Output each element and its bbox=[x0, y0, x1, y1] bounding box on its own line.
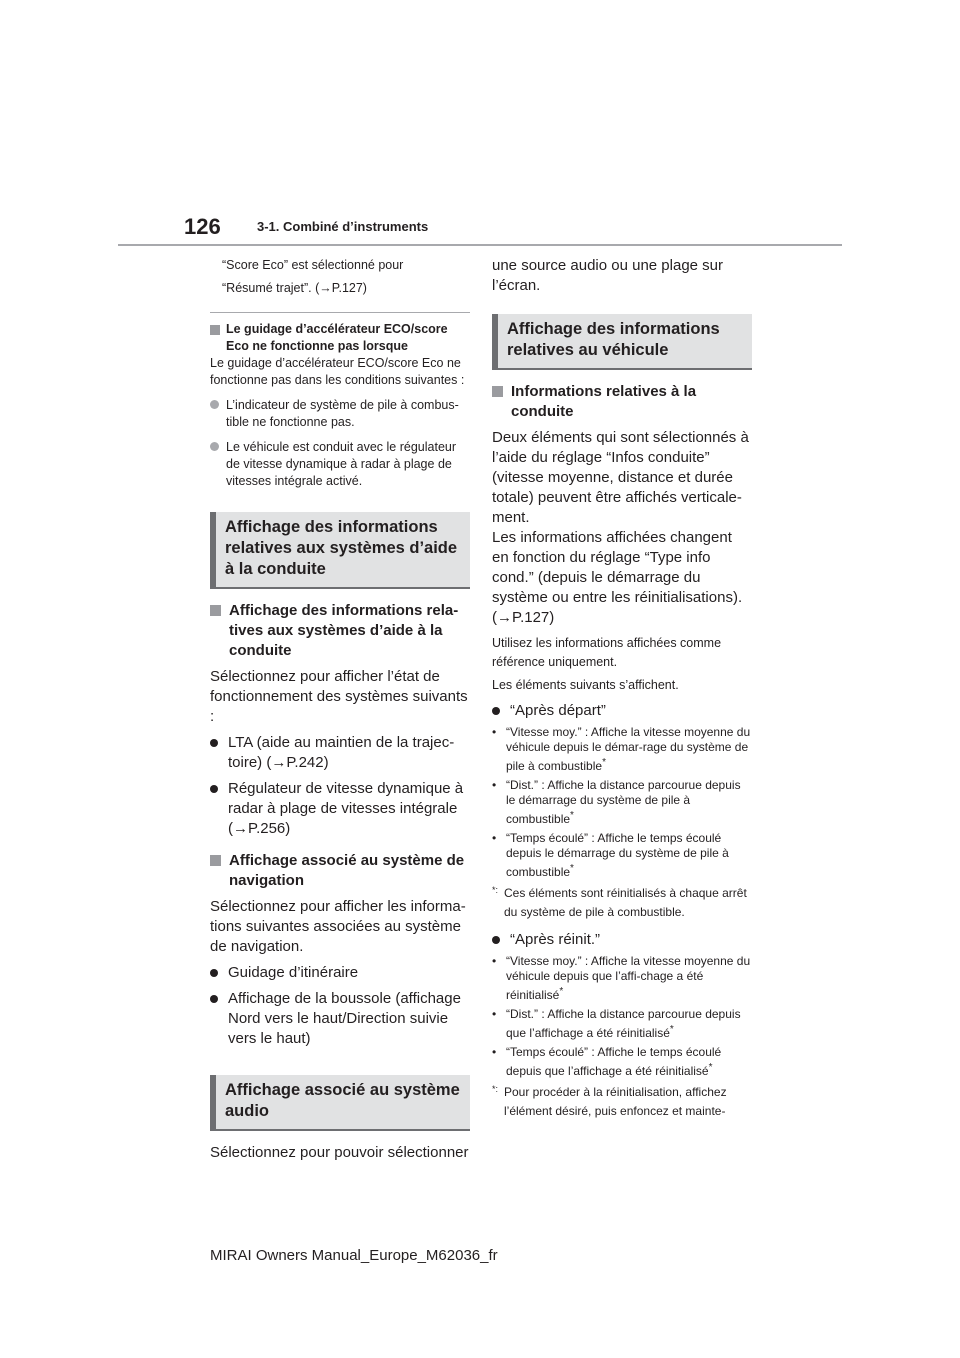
section-banner: Affichage des informations relatives au véhicule bbox=[492, 314, 752, 370]
section-banner: Affichage associé au système audio bbox=[210, 1075, 470, 1131]
note-text: Utilisez les informations affichées comme référence uniquement. bbox=[492, 636, 722, 669]
bullet-icon bbox=[210, 969, 218, 977]
footer-text: MIRAI Owners Manual_Europe_M62036_fr bbox=[210, 1247, 498, 1264]
square-bullet-icon bbox=[210, 605, 221, 616]
intro-line: “Résumé trajet”. (→P.127) bbox=[222, 281, 367, 295]
footnote: *: Pour procéder à la réinitialisation, affichez l’élément désiré, puis enfoncez et mainte- bbox=[492, 1084, 727, 1118]
list-item: Affichage de la boussole (affichage Nord vers le haut/Direction suivie vers le haut) bbox=[210, 989, 470, 1049]
bullet-icon bbox=[210, 785, 218, 793]
square-bullet-icon bbox=[210, 325, 220, 335]
header-divider bbox=[118, 244, 842, 246]
bullet-icon bbox=[492, 707, 500, 715]
list-item: • “Temps écoulé” : Affiche le temps écoulé depuis le démarrage du système de pile à combustible* bbox=[492, 831, 729, 879]
list-item: • “Dist.” : Affiche la distance parcourue depuis le démarrage du système de pile à combustible* bbox=[492, 778, 741, 826]
intro-line: “Score Eco” est sélectionné pour bbox=[222, 258, 404, 272]
subsection-heading: Informations relatives à la conduite bbox=[492, 382, 752, 422]
subsection-heading: Affichage des informations rela-tives aux systèmes d’aide à la conduite bbox=[210, 601, 470, 661]
footnote: *: Ces éléments sont réinitialisés à chaque arrêt du système de pile à combustible. bbox=[492, 885, 747, 919]
list-item: • “Dist.” : Affiche la distance parcourue depuis que l’affichage a été réinitialisé* bbox=[492, 1007, 741, 1040]
separator bbox=[210, 312, 470, 313]
list-item: Régulateur de vitesse dynamique à radar à plage de vitesses intégrale (→P.256) bbox=[210, 779, 470, 839]
square-bullet-icon bbox=[210, 855, 221, 866]
circle-bullet-icon bbox=[210, 442, 219, 451]
list-item: Guidage d’itinéraire bbox=[210, 963, 470, 983]
bullet-icon bbox=[210, 995, 218, 1003]
list-item: • “Vitesse moy.” : Affiche la vitesse moyenne du véhicule depuis le démar-rage du système de pile à combustible* bbox=[492, 725, 751, 773]
left-column bbox=[210, 256, 470, 1163]
section-banner: Affichage des informations relatives aux systèmes d’aide à la conduite bbox=[210, 512, 470, 589]
body-text: une source audio ou une plage sur l’écran. bbox=[492, 257, 724, 294]
square-bullet-icon bbox=[492, 386, 503, 397]
note-text: Les éléments suivants s’affichent. bbox=[492, 678, 679, 692]
list-item: • “Temps écoulé” : Affiche le temps écoulé depuis que l’affichage a été réinitialisé* bbox=[492, 1045, 722, 1078]
right-column bbox=[492, 256, 752, 1121]
page-number: 126 bbox=[184, 214, 221, 239]
list-item: “Après départ” bbox=[492, 701, 752, 721]
body-text: Sélectionnez pour afficher l’état de fonctionnement des systèmes suivants : bbox=[210, 668, 468, 725]
list-item: “Après réinit.” bbox=[492, 930, 752, 950]
list-item: LTA (aide au maintien de la trajec-toire) (→P.242) bbox=[210, 733, 470, 773]
list-item: • “Vitesse moy.” : Affiche la vitesse moyenne du véhicule depuis que l’affi-chage a été réinitialisé* bbox=[492, 954, 751, 1002]
subsection-heading: Le guidage d’accélérateur ECO/score Eco ne fonctionne pas lorsque bbox=[210, 321, 470, 355]
body-text: Sélectionnez pour afficher les informa-tions suivantes associées au système de navigation. bbox=[210, 898, 466, 955]
bullet-icon bbox=[210, 739, 218, 747]
body-text: Le guidage d’accélérateur ECO/score Eco ne fonctionne pas dans les conditions suivantes : bbox=[210, 356, 465, 387]
bullet-icon bbox=[492, 936, 500, 944]
circle-bullet-icon bbox=[210, 400, 219, 409]
intro-text bbox=[210, 256, 470, 298]
body-text: Deux éléments qui sont sélectionnés à l’aide du réglage “Infos conduite” (vitesse moyenne, distance et durée totale) peuvent être affichés verticale-ment. bbox=[492, 429, 749, 526]
body-text: Les informations affichées changent en fonction du réglage “Type info cond.” (depuis le démarrage du système ou entre les réinitialisations). (→P.127) bbox=[492, 529, 743, 626]
list-item: L’indicateur de système de pile à combus-tible ne fonctionne pas. bbox=[210, 397, 470, 431]
body-text: Sélectionnez pour pouvoir sélectionner bbox=[210, 1144, 469, 1161]
subsection-heading: Affichage associé au système de navigation bbox=[210, 851, 470, 891]
list-item: Le véhicule est conduit avec le régulateur de vitesse dynamique à radar à plage de vitesses intégrale activé. bbox=[210, 439, 470, 490]
section-title: 3-1. Combiné d’instruments bbox=[257, 219, 429, 234]
